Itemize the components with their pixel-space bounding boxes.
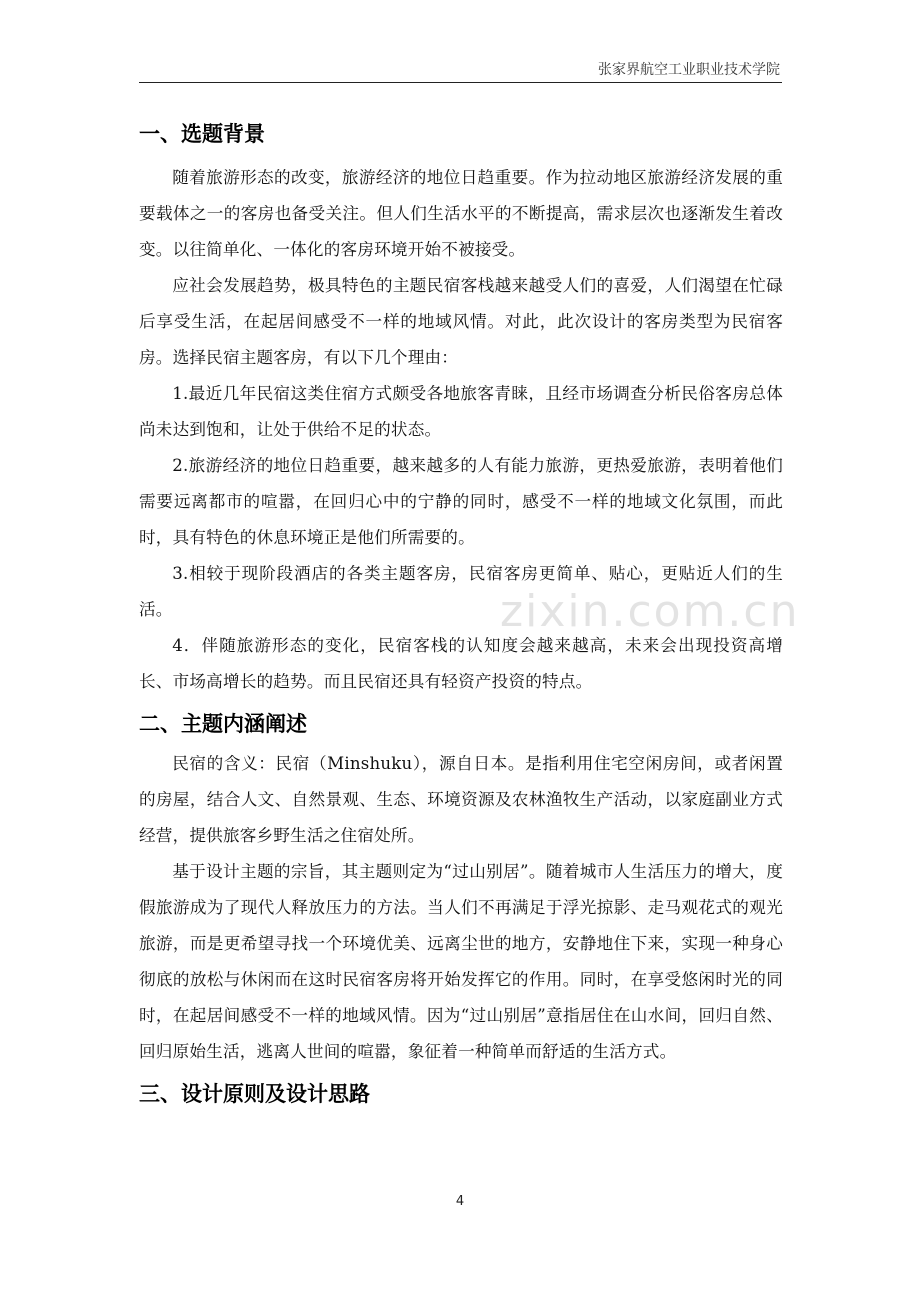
section-heading: 一、选题背景 [139, 122, 265, 146]
section-background [139, 120, 783, 700]
section-heading: 三、设计原则及设计思路 [139, 1082, 370, 1106]
paragraph: 民宿的含义：民宿（Minshuku），源自日本。是指利用住宅空闲房间，或者闲置的房屋，结合人文、自然景观、生态、环境资源及农林渔牧生产活动，以家庭副业方式经营，提供旅客乡野生活之住宿处所。 [139, 754, 783, 845]
section-theme-connotation [139, 710, 783, 1070]
paragraph: 随着旅游形态的改变，旅游经济的地位日趋重要。作为拉动地区旅游经济发展的重要载体之一的客房也备受关注。但人们生活水平的不断提高，需求层次也逐渐发生着改变。以往简单化、一体化的客房环境开始不被接受。 [139, 168, 783, 259]
page-number: 4 [455, 1194, 465, 1209]
section-design-principles [139, 1080, 783, 1108]
paragraph: 2.旅游经济的地位日趋重要，越来越多的人有能力旅游，更热爱旅游，表明着他们需要远离都市的喧嚣，在回归心中的宁静的同时，感受不一样的地域文化氛围，而此时，具有特色的休息环境正是他们所需要的。 [139, 456, 783, 547]
paragraph: 1.最近几年民宿这类住宿方式颇受各地旅客青睐，且经市场调查分析民俗客房总体尚未达到饱和，让处于供给不足的状态。 [139, 384, 783, 439]
watermark: zixin.com.cn [500, 586, 800, 637]
document-body [139, 112, 783, 1108]
section-heading: 二、主题内涵阐述 [139, 712, 307, 736]
paragraph: 基于设计主题的宗旨，其主题则定为“过山别居”。随着城市人生活压力的增大，度假旅游成为了现代人释放压力的方法。当人们不再满足于浮光掠影、走马观花式的观光旅游，而是更希望寻找一个环境优美、远离尘世的地方，安静地住下来，实现一种身心彻底的放松与休闲而在这时民宿客房将开始发挥它的作用。同时，在享受悠闲时光的同时，在起居间感受不一样的地域风情。因为“过山别居”意指居住在山水间，回归自然、回归原始生活，逃离人世间的喧嚣，象征着一种简单而舒适的生活方式。 [139, 862, 783, 1061]
header-institution-name: 张家界航空工业职业技术学院 [598, 62, 780, 78]
paragraph: 3.相较于现阶段酒店的各类主题客房，民宿客房更简单、贴心，更贴近人们的生活。 [139, 564, 783, 619]
page-header [139, 62, 782, 83]
paragraph: 应社会发展趋势，极具特色的主题民宿客栈越来越受人们的喜爱，人们渴望在忙碌后享受生活，在起居间感受不一样的地域风情。对此，此次设计的客房类型为民宿客房。选择民宿主题客房，有以下几个理由： [139, 276, 783, 367]
paragraph: 4．伴随旅游形态的变化，民宿客栈的认知度会越来越高，未来会出现投资高增长、市场高增长的趋势。而且民宿还具有轻资产投资的特点。 [139, 636, 783, 691]
